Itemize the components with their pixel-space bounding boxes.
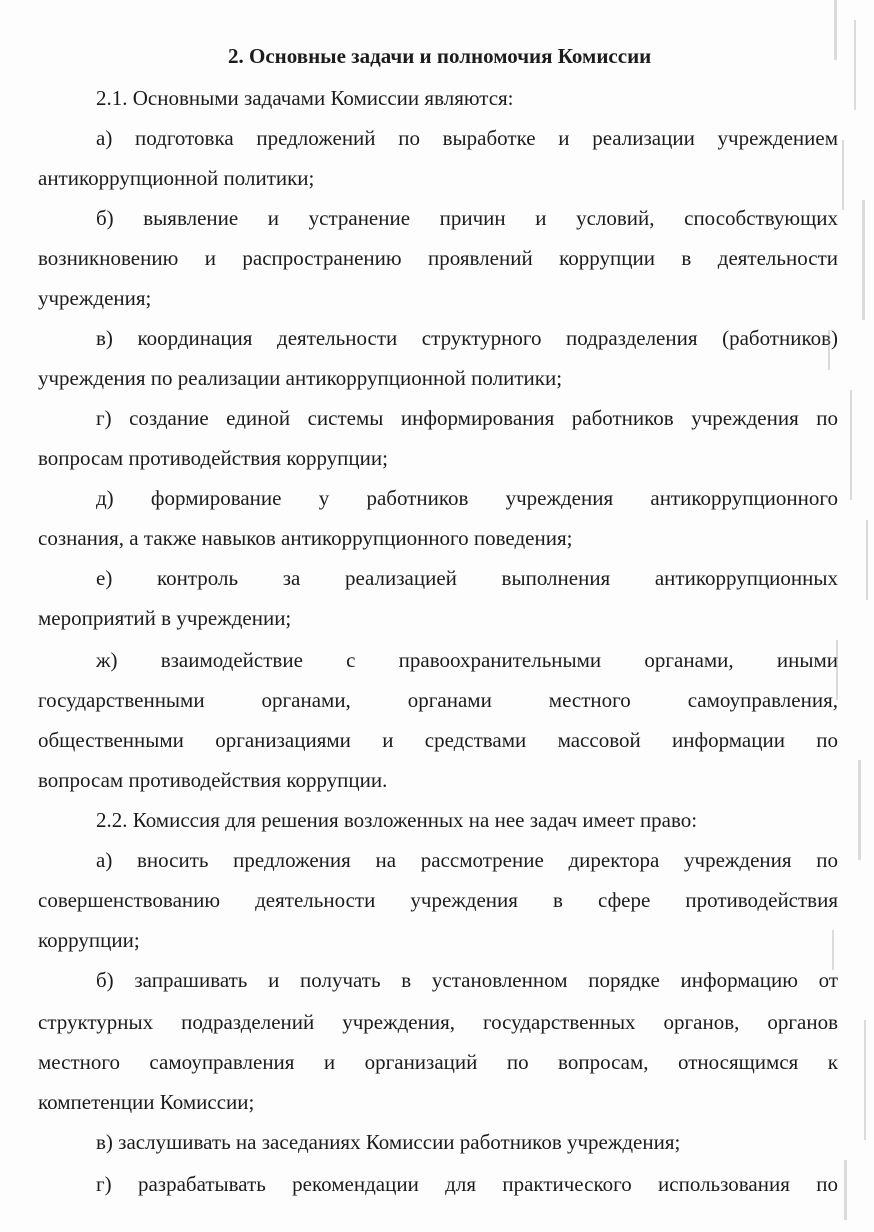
right-b-line-3: местного самоуправления и организаций по вопросам, относящимся к bbox=[38, 1050, 838, 1074]
item-d-line-1: д) формирование у работников учреждения антикоррупционного bbox=[96, 486, 838, 510]
section-heading: 2. Основные задачи и полномочия Комиссии bbox=[228, 44, 652, 68]
item-b-line-2: возникновению и распространению проявлений коррупции в деятельности bbox=[38, 246, 838, 270]
right-b-line-1: б) запрашивать и получать в установленном порядке информацию от bbox=[96, 968, 838, 992]
item-a-line-2: антикоррупционной политики; bbox=[38, 166, 315, 190]
item-b-line-3: учреждения; bbox=[38, 286, 152, 310]
item-b-line-1: б) выявление и устранение причин и условий, способствующих bbox=[96, 206, 838, 230]
item-d-line-2: сознания, а также навыков антикоррупционного поведения; bbox=[38, 526, 573, 550]
right-a-line-3: коррупции; bbox=[38, 928, 140, 952]
right-b-line-2: структурных подразделений учреждения, государственных органов, органов bbox=[38, 1010, 838, 1034]
item-zh-line-2: государственными органами, органами местного самоуправления, bbox=[38, 688, 838, 712]
item-zh-line-1: ж) взаимодействие с правоохранительными органами, иными bbox=[96, 648, 838, 672]
item-a-line-1: а) подготовка предложений по выработке и реализации учреждением bbox=[96, 126, 838, 150]
paragraph-2-2: 2.2. Комиссия для решения возложенных на нее задач имеет право: bbox=[96, 808, 698, 832]
item-g-line-1: г) создание единой системы информирования работников учреждения по bbox=[96, 406, 838, 430]
item-v-line-2: учреждения по реализации антикоррупционной политики; bbox=[38, 366, 563, 390]
right-g-line-1: г) разрабатывать рекомендации для практического использования по bbox=[96, 1172, 838, 1196]
right-v-line-1: в) заслушивать на заседаниях Комиссии работников учреждения; bbox=[96, 1130, 681, 1154]
right-a-line-2: совершенствованию деятельности учреждения в сфере противодействия bbox=[38, 888, 838, 912]
paragraph-2-1: 2.1. Основными задачами Комиссии являются: bbox=[96, 86, 514, 110]
item-g-line-2: вопросам противодействия коррупции; bbox=[38, 446, 388, 470]
item-v-line-1: в) координация деятельности структурного подразделения (работников) bbox=[96, 326, 838, 350]
right-b-line-4: компетенции Комиссии; bbox=[38, 1090, 255, 1114]
item-e-line-2: мероприятий в учреждении; bbox=[38, 606, 292, 630]
item-e-line-1: е) контроль за реализацией выполнения антикоррупционных bbox=[96, 566, 838, 590]
item-zh-line-3: общественными организациями и средствами массовой информации по bbox=[38, 728, 838, 752]
item-zh-line-4: вопросам противодействия коррупции. bbox=[38, 768, 388, 792]
right-a-line-1: а) вносить предложения на рассмотрение директора учреждения по bbox=[96, 848, 838, 872]
